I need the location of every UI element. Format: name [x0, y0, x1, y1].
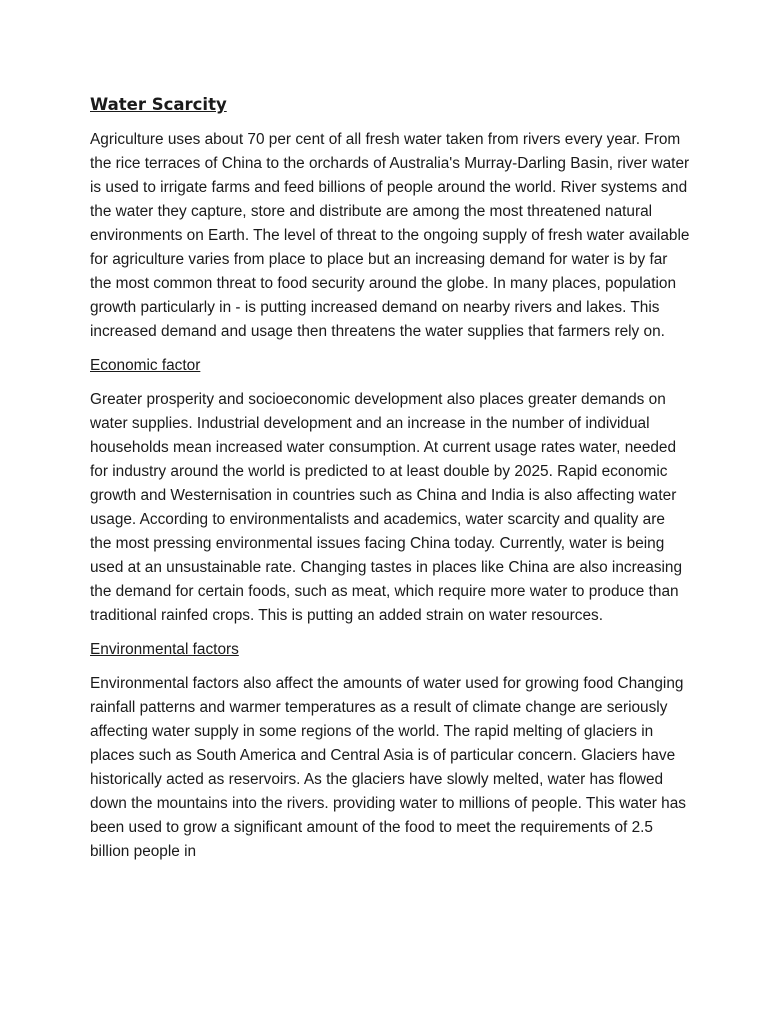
environmental-factors-paragraph: Environmental factors also affect the amounts of water used for growing food Changing rainfall patterns and warmer temperatures as a result of climate change are seriously affecting water supply in some regions of the world. The rapid melting of glaciers in places such as South America and Central Asia is of particular concern. Glaciers have historically acted as reservoirs. As the glaciers have slowly melted, water has flowed down the mountains into the rivers. providing water to millions of people. This water has been used to grow a significant amount of the food to meet the requirements of 2.5 billion people in — [90, 675, 686, 860]
intro-paragraph: Agriculture uses about 70 per cent of all fresh water taken from rivers every year. From the rice terraces of China to the orchards of Australia's Murray-Darling Basin, river water is used to irrigate farms and feed billions of people around the world. River systems and the water they capture, store and distribute are among the most threatened natural environments on Earth. The level of threat to the ongoing supply of fresh water available for agriculture varies from place to place but an increasing demand for water is by far the most common threat to food security around the globe. In many places, population growth particularly in - is putting increased demand on nearby rivers and lakes. This increased demand and usage then threatens the water supplies that farmers rely on. — [90, 131, 690, 340]
document-title: Water Scarcity — [90, 95, 227, 114]
economic-factor-heading: Economic factor — [90, 357, 201, 374]
environmental-factors-heading: Environmental factors — [90, 641, 239, 658]
economic-factor-paragraph: Greater prosperity and socioeconomic development also places greater demands on water supplies. Industrial development and an increase in the number of individual households mean increased water consumption. At current usage rates water, needed for industry around the world is predicted to at least double by 2025. Rapid economic growth and Westernisation in countries such as China and India is also affecting water usage. According to environmentalists and academics, water scarcity and quality are the most pressing environmental issues facing China today. Currently, water is being used at an unsustainable rate. Changing tastes in places like China are also increasing the demand for certain foods, such as meat, which require more water to produce than traditional rainfed crops. This is putting an added strain on water resources. — [90, 391, 683, 624]
document-page — [90, 92, 690, 874]
